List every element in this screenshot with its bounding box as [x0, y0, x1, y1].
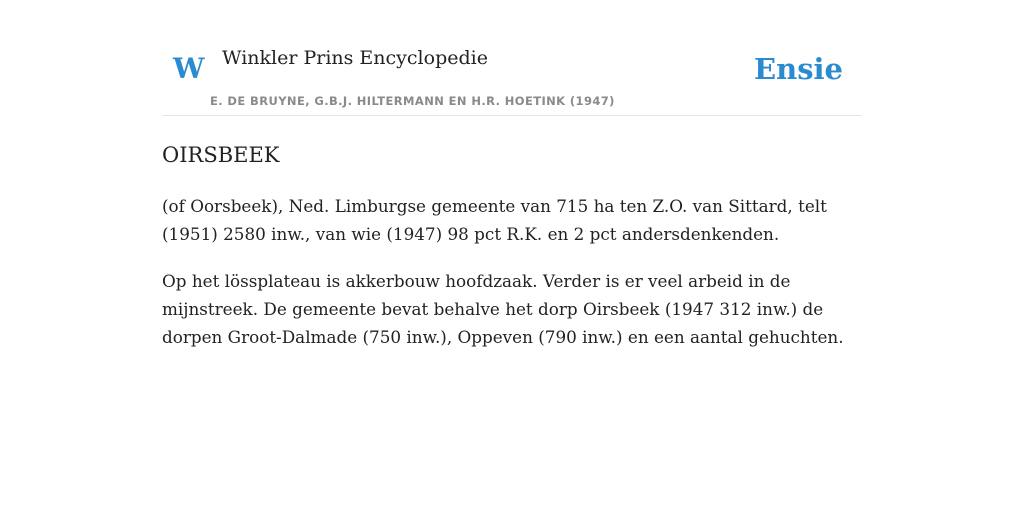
page-container [162, 0, 862, 512]
header [162, 0, 862, 116]
ensie-home-link[interactable]: Ensie [754, 52, 843, 86]
encyclopedia-title: Winkler Prins Encyclopedie [222, 47, 488, 69]
article-paragraph: Op het lössplateau is akkerbouw hoofdzaak. Verder is er veel arbeid in de mijnstreek. De gemeente bevat behalve het dorp Oirsbeek (1947 312 inw.) de dorpen Groot-Dalmade (750 inw.), Oppeven (790 inw.) en een aantal gehuchten. [162, 271, 844, 347]
authors-line: E. DE BRUYNE, G.B.J. HILTERMANN EN H.R. HOETINK (1947) [210, 94, 615, 108]
article-paragraph: (of Oorsbeek), Ned. Limburgse gemeente van 715 ha ten Z.O. van Sittard, telt (1951) 2580 inw., van wie (1947) 98 pct R.K. en 2 pct andersdenkenden. [162, 196, 827, 244]
article-title: OIRSBEEK [162, 143, 280, 167]
encyclopedia-logo-icon: W [173, 52, 205, 85]
article-body [162, 192, 862, 370]
